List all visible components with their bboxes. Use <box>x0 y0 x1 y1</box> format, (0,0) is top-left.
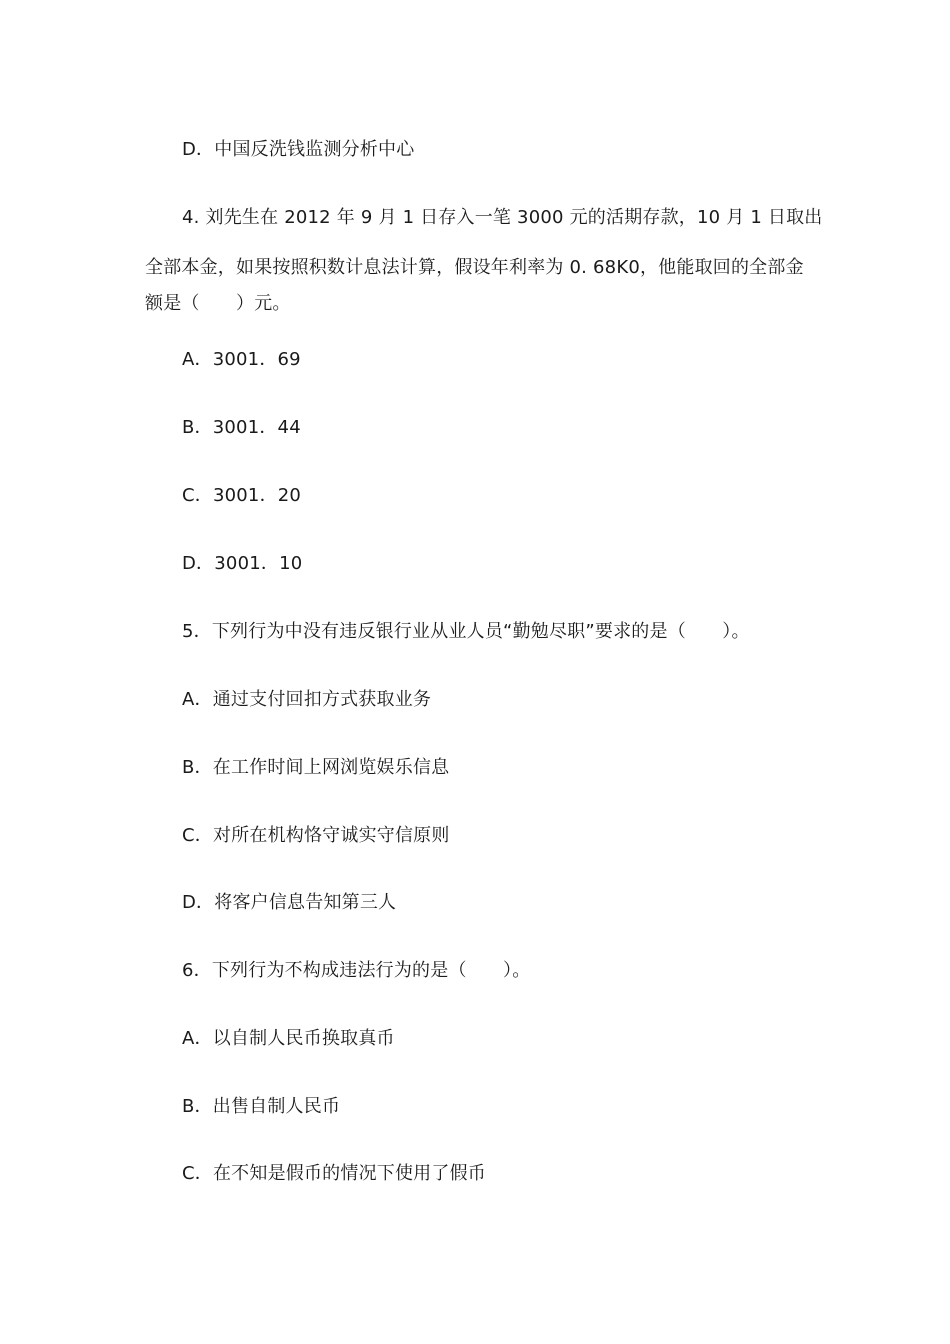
q5-option-d: D．将客户信息告知第三人 <box>182 892 397 913</box>
q6-option-c: C．在不知是假币的情况下使用了假币 <box>182 1163 486 1184</box>
q5-option-b: B．在工作时间上网浏览娱乐信息 <box>182 757 450 778</box>
q4-stem-line-3: 额是（ ）元。 <box>145 293 291 314</box>
q4-option-c: C．3001．20 <box>182 485 302 506</box>
q4-stem-line-1: 4. 刘先生在 2012 年 9 月 1 日存入一笔 3000 元的活期存款，10 月 1 日取出 <box>182 207 823 228</box>
q4-stem-line-2: 全部本金，如果按照积数计息法计算，假设年利率为 0. 68K0，他能取回的全部金 <box>145 257 804 278</box>
q6-option-a: A．以自制人民币换取真币 <box>182 1028 395 1049</box>
q5-stem: 5．下列行为中没有违反银行业从业人员“勤勉尽职”要求的是（ ）。 <box>182 621 750 642</box>
q5-option-c: C．对所在机构恪守诚实守信原则 <box>182 825 450 846</box>
q6-option-b: B．出售自制人民币 <box>182 1096 341 1117</box>
q4-option-a: A．3001．69 <box>182 349 301 370</box>
q4-option-b: B．3001．44 <box>182 417 301 438</box>
q3-option-d: D．中国反洗钱监测分析中心 <box>182 139 415 160</box>
q6-stem: 6．下列行为不构成违法行为的是（ ）。 <box>182 960 531 981</box>
q5-option-a: A．通过支付回扣方式获取业务 <box>182 689 432 710</box>
q4-option-d: D．3001．10 <box>182 553 303 574</box>
